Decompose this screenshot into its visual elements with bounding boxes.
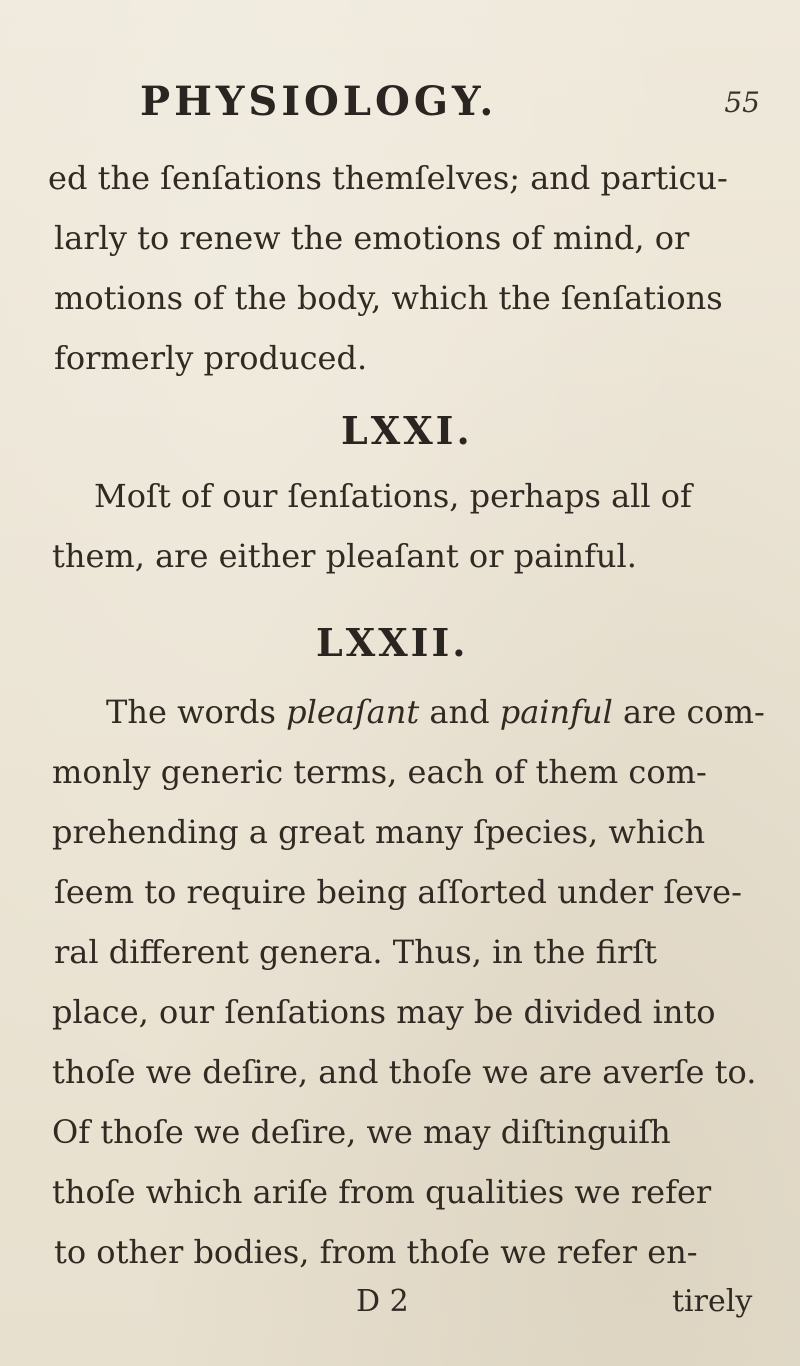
text-line: thoſe we deſire, and thoſe we are averſe to. [52,1053,757,1091]
text-line: to other bodies, from thoſe we refer en- [54,1233,698,1271]
page-number: 55 [724,86,760,119]
italic-term-pleasant: pleaſant [286,693,420,731]
text-segment: The words [106,693,287,731]
text-line: Moſt of our ſenſations, perhaps all of [94,477,692,515]
italic-term-painful: painful [499,693,613,731]
text-line: thoſe which ariſe from qualities we refer [52,1173,712,1211]
text-line: ed the ſenſations themſelves; and particu- [48,159,728,197]
text-line [106,692,765,732]
section-heading-lxxi: LXXI. [341,408,473,453]
text-line: ral different genera. Thus, in the firſt [54,933,657,971]
running-title: PHYSIOLOGY. [140,78,498,125]
text-line: monly generic terms, each of them com- [52,753,707,791]
catchword: tirely [672,1284,753,1319]
text-line: formerly produced. [54,339,368,377]
text-line: Of thoſe we deſire, we may diſtinguiſh [52,1113,671,1151]
text-line: larly to renew the emotions of mind, or [54,219,690,257]
section-heading-lxxii: LXXII. [316,620,469,665]
text-segment: and [419,693,500,731]
text-line: motions of the body, which the ſenſations [54,279,723,317]
signature-mark: D 2 [356,1284,409,1319]
text-segment: are com- [612,693,765,731]
text-line: place, our ſenſations may be divided into [52,993,716,1031]
page-header [140,78,760,128]
text-line: them, are either pleaſant or painful. [52,537,637,575]
text-line: ſeem to require being aſſorted under ſeve- [54,873,742,911]
text-line: prehending a great many ſpecies, which [52,813,706,851]
